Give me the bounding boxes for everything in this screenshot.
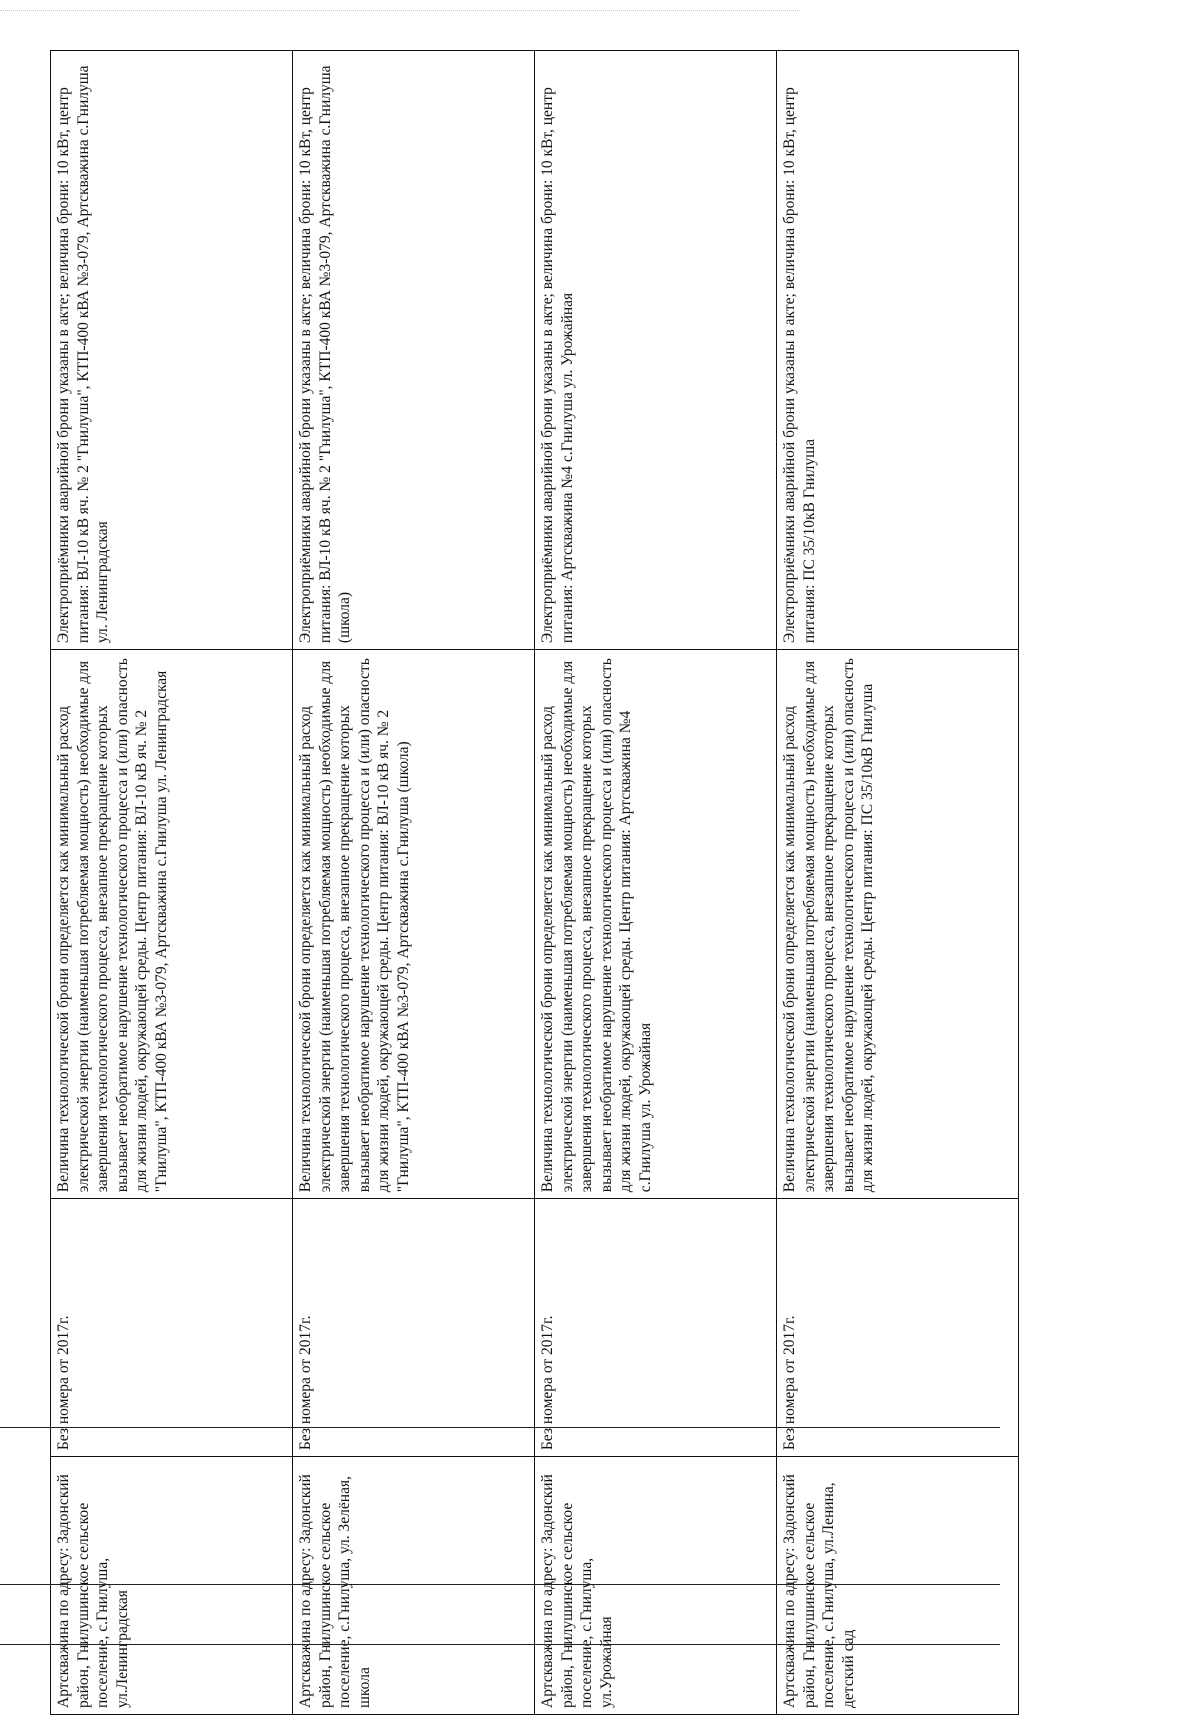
scan-edge-line xyxy=(0,10,800,11)
reserve-table xyxy=(50,50,1019,1715)
rotated-table-area xyxy=(50,50,1020,1715)
table-row xyxy=(51,51,293,1715)
reserve-table-rotated xyxy=(50,50,1020,1715)
divider-line xyxy=(0,1644,1000,1645)
table-row xyxy=(293,51,535,1715)
cell-object: Артскважина по адресу: Задонский район, Гнилушинское сельское поселение, с.Гнилуша, ул.Ленина, детский сад xyxy=(777,1457,1019,1715)
cell-act: Без номера от 2017г. xyxy=(535,1199,777,1457)
cell-tech-reserve: Величина технологической брони определяется как минимальный расход электрической энергии (наименьшая потребляемая мощность) необходимые для завершения технологического процесса, внезапное прекращение которых вызывает необратимое нарушение технологического процесса и (или) опасность для жизни людей, окружающей среды. Центр питания: ВЛ-10 кВ яч. № 2 "Гнилуша", КТП-400 кВА №3-079, Артскважина с.Гнилуша (школа) xyxy=(293,650,535,1199)
cell-act: Без номера от 2017г. xyxy=(293,1199,535,1457)
cell-act: Без номера от 2017г. xyxy=(777,1199,1019,1457)
cell-emergency-reserve: Электроприёмники аварийной брони указаны в акте; величина брони: 10 кВт, центр питания: Артскважина №4 с.Гнилуша ул. Урожайная xyxy=(535,51,777,650)
cell-emergency-reserve: Электроприёмники аварийной брони указаны в акте; величина брони: 10 кВт, центр питания: ВЛ-10 кВ яч. № 2 "Гнилуша", КТП-400 кВА №3-079, Артскважина с.Гнилуша ул. Ленинградская xyxy=(51,51,293,650)
cell-emergency-reserve: Электроприёмники аварийной брони указаны в акте; величина брони: 10 кВт, центр питания: ВЛ-10 кВ яч. № 2 "Гнилуша", КТП-400 кВА №3-079, Артскважина с.Гнилуша (школа) xyxy=(293,51,535,650)
cell-tech-reserve: Величина технологической брони определяется как минимальный расход электрической энергии (наименьшая потребляемая мощность) необходимые для завершения технологического процесса, внезапное прекращение которых вызывает необратимое нарушение технологического процесса и (или) опасность для жизни людей, окружающей среды. Центр питания: ВЛ-10 кВ яч. № 2 "Гнилуша", КТП-400 кВА №3-079, Артскважина с.Гнилуша ул. Ленинградская xyxy=(51,650,293,1199)
table-row xyxy=(535,51,777,1715)
cell-tech-reserve: Величина технологической брони определяется как минимальный расход электрической энергии (наименьшая потребляемая мощность) необходимые для завершения технологического процесса, внезапное прекращение которых вызывает необратимое нарушение технологического процесса и (или) опасность для жизни людей, окружающей среды. Центр питания: Артскважина №4 с.Гнилуша ул. Урожайная xyxy=(535,650,777,1199)
cell-tech-reserve: Величина технологической брони определяется как минимальный расход электрической энергии (наименьшая потребляемая мощность) необходимые для завершения технологического процесса, внезапное прекращение которых вызывает необратимое нарушение технологического процесса и (или) опасность для жизни людей, окружающей среды. Центр питания: ПС 35/10кВ Гнилуша xyxy=(777,650,1019,1199)
cell-act: Без номера от 2017г. xyxy=(51,1199,293,1457)
cell-emergency-reserve: Электроприёмники аварийной брони указаны в акте; величина брони: 10 кВт, центр питания: ПС 35/10кВ Гнилуша xyxy=(777,51,1019,650)
cell-object: Артскважина по адресу: Задонский район, Гнилушинское сельское поселение, с.Гнилуша, ул.Урожайная xyxy=(535,1457,777,1715)
table-row xyxy=(777,51,1019,1715)
divider-line xyxy=(0,1584,1000,1585)
divider-line xyxy=(0,1427,1000,1428)
cell-object: Артскважина по адресу: Задонский район, Гнилушинское сельское поселение, с.Гнилуша, ул. Зелёная, школа xyxy=(293,1457,535,1715)
cell-object: Артскважина по адресу: Задонский район, Гнилушинское сельское поселение, с.Гнилуша, ул.Ленинградская xyxy=(51,1457,293,1715)
